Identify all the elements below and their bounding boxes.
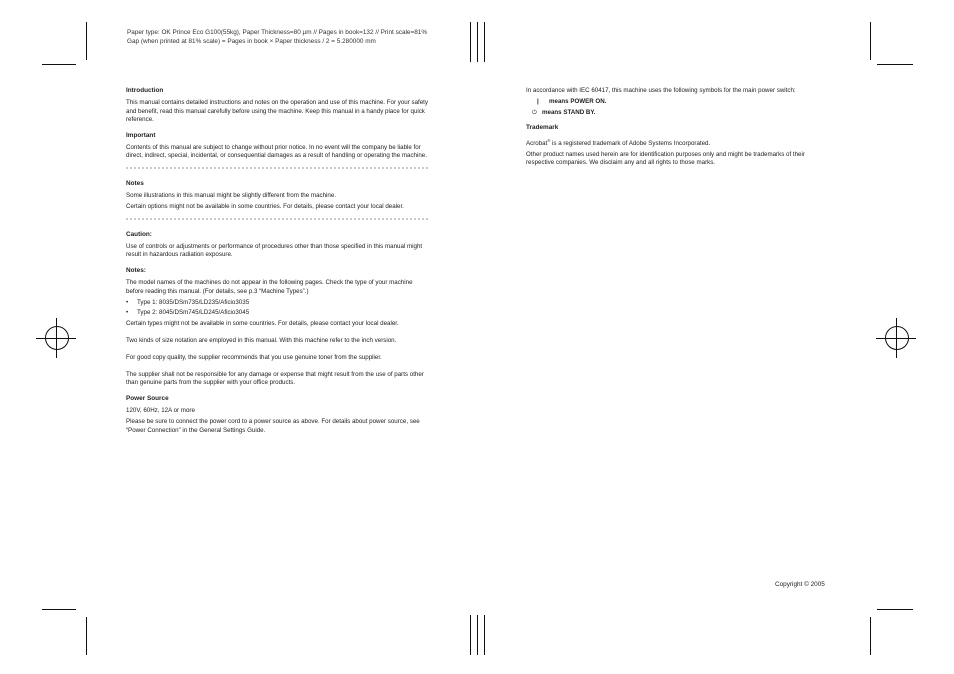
registration-line (896, 318, 897, 358)
size-note: Two kinds of size notation are employed in this manual. With this machine refer to the inch version. (126, 337, 397, 345)
toner-note: For good copy quality, the supplier recommends that you use genuine toner from the supplier. (126, 354, 382, 362)
left-page (126, 87, 430, 437)
crop-mark (42, 64, 76, 65)
copyright: Copyright © 2005 (775, 581, 825, 588)
notes-text-1: Some illustrations in this manual might be slightly different from the machine. (126, 192, 337, 200)
power-on-icon: | (537, 97, 539, 105)
fold-mark (470, 615, 471, 655)
power-spec: 120V, 60Hz, 12A or more (126, 407, 195, 415)
machine-type-list (126, 299, 430, 318)
crop-mark (42, 609, 76, 610)
list-item: • Type 2: 8045/DSm745/LD245/Aficio3045 (126, 309, 430, 317)
important-text: Contents of this manual are subject to change without prior notice. In no event will the company be liable for direct, indirect, special, incidental, or consequential damages as a result of handling or operating the machine. (126, 144, 427, 160)
other-trademarks-text: Other product names used herein are for identification purposes only and might be trademarks of their respective companies. We disclaim any and all rights to those marks. (526, 150, 805, 166)
power-on-text: means POWER ON. (549, 97, 607, 105)
crop-mark (870, 617, 871, 655)
notes-text-2: Certain options might not be available in some countries. For details, please contact your local dealer. (126, 203, 404, 211)
iec-text: In accordance with IEC 60417, this machine uses the following symbols for the main power switch: (526, 87, 796, 94)
power-heading: Power Source (126, 394, 169, 402)
power-text: Please be sure to connect the power cord to a power source as above. For details about power source, see “Power Connection” in the General Settings Guide. (126, 418, 420, 434)
registration-line (56, 318, 57, 358)
types-note: Certain types might not be available in some countries. For details, please contact your local dealer. (126, 320, 399, 328)
fold-mark (484, 22, 485, 62)
registered-mark: ® (547, 137, 551, 143)
fold-mark (484, 615, 485, 655)
acrobat-text: is a registered trademark of Adobe Systems Incorporated. (550, 139, 711, 147)
print-info-line-2: Gap (when printed at 81% scale) = Pages in book × Paper thickness / 2 = 5.280000 mm (127, 38, 376, 45)
important-heading: Important (126, 131, 156, 139)
trademark-heading: Trademark (526, 124, 559, 132)
crop-mark (877, 64, 913, 65)
dotted-divider (126, 218, 428, 226)
caution-heading: Caution: (126, 230, 152, 238)
intro-text: This manual contains detailed instructions and notes on the operation and use of this machine. For your safety and benefit, read this manual carefully before using the machine. Keep this manual in a handy place for quick reference. (126, 99, 428, 124)
print-info-line-1: Paper type: OK Prince Eco G100(55kg), Paper Thickness=80 µm // Pages in book=132 // Print scale=81% (127, 29, 428, 36)
crop-mark (877, 609, 913, 610)
notes2-heading: Notes: (126, 266, 146, 274)
parts-note: The supplier shall not be responsible for any damage or expense that might result from the use of parts other than genuine parts from the supplier with your office products. (126, 371, 424, 387)
acrobat-name: Acrobat (526, 139, 548, 147)
caution-text: Use of controls or adjustments or performance of procedures other than those specified in this manual might result in hazardous radiation exposure. (126, 242, 423, 259)
fold-mark (477, 22, 478, 62)
crop-mark (86, 22, 87, 60)
intro-heading: Introduction (126, 87, 164, 94)
acrobat-trademark (526, 137, 832, 148)
power-on-line (526, 98, 832, 106)
notes-heading: Notes (126, 179, 144, 187)
dotted-divider (126, 167, 428, 175)
list-item: • Type 1: 8035/DSm735/LD235/Aficio3035 (126, 299, 430, 307)
crop-mark (86, 617, 87, 655)
notes2-text: The model names of the machines do not appear in the following pages. Check the type of your machine before reading this manual. (For details, see p.3 “Machine Types”.) (126, 279, 413, 295)
right-page (526, 87, 832, 170)
standby-text: means STAND BY. (542, 108, 596, 116)
standby-line (526, 109, 832, 117)
crop-mark (870, 22, 871, 60)
standby-icon: ⏻ (532, 108, 537, 116)
fold-mark (470, 22, 471, 62)
fold-mark (477, 615, 478, 655)
